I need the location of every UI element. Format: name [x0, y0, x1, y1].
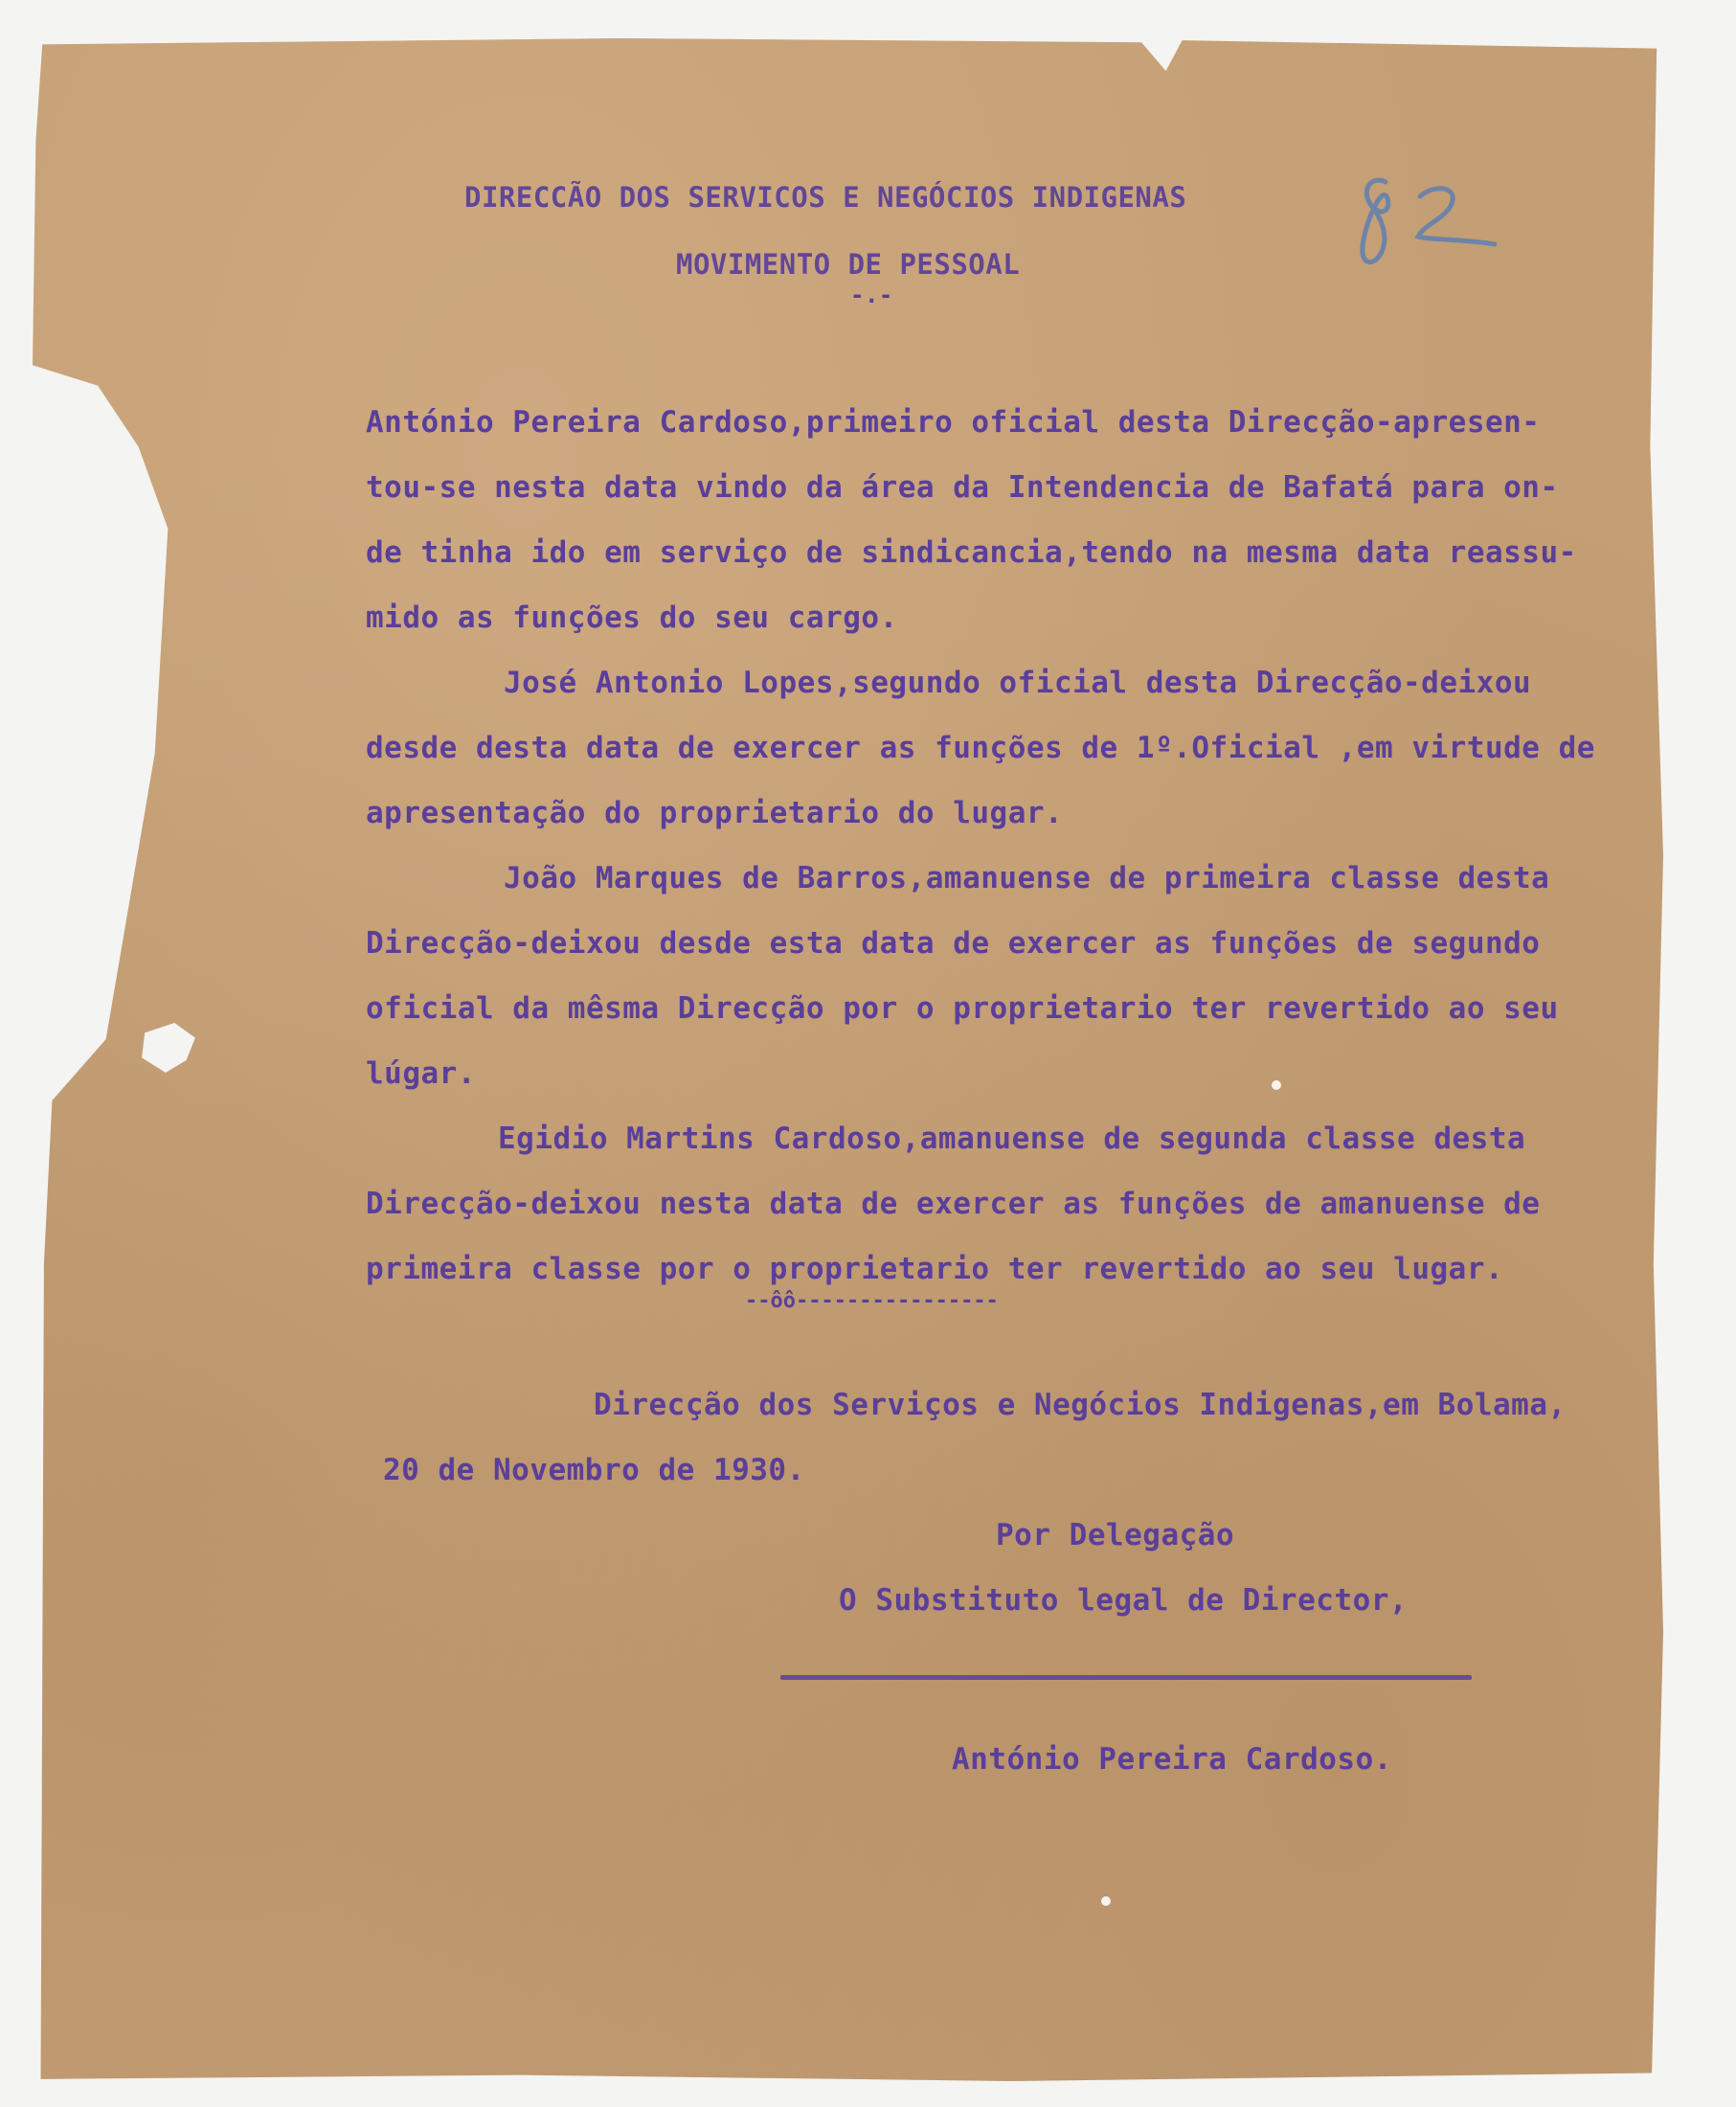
- document-subtitle: MOVIMENTO DE PESSOAL: [676, 248, 1021, 281]
- body-line: oficial da mêsma Direcção por o proprietario ter revertido ao seu: [366, 991, 1559, 1026]
- paper-speck: [1272, 1080, 1281, 1090]
- header-ornament: -.-: [850, 282, 893, 308]
- paper-sheet: [33, 38, 1663, 2081]
- body-line: de tinha ido em serviço de sindicancia,tendo na mesma data reassu-: [366, 535, 1577, 570]
- body-line: Egidio Martins Cardoso,amanuense de segunda classe desta: [498, 1121, 1526, 1156]
- folio-number-handwritten: [1336, 158, 1518, 283]
- body-line: António Pereira Cardoso,primeiro oficial desta Direcção-apresen-: [366, 405, 1541, 440]
- body-line: lúgar.: [366, 1056, 476, 1091]
- body-line: João Marques de Barros,amanuense de primeira classe desta: [504, 861, 1550, 895]
- body-line: tou-se nesta data vindo da área da Intendencia de Bafatá para on-: [366, 470, 1559, 505]
- body-line: mido as funções do seu cargo.: [366, 600, 898, 635]
- signer-role: O Substituto legal de Director,: [839, 1583, 1409, 1618]
- body-line: apresentação do proprietario do lugar.: [366, 796, 1064, 830]
- body-line: José Antonio Lopes,segundo oficial desta Direcção-deixou: [504, 666, 1532, 700]
- closing-date: 20 de Novembro de 1930.: [383, 1453, 805, 1487]
- body-line: Direcção-deixou desde esta data de exercer as funções de segundo: [366, 926, 1541, 961]
- separator-rule: --ôô----------------: [745, 1289, 999, 1313]
- delegation-line: Por Delegação: [996, 1518, 1235, 1552]
- body-line: desde desta data de exercer as funções de 1º.Oficial ,em virtude de: [366, 731, 1595, 765]
- signatory-name: António Pereira Cardoso.: [952, 1742, 1392, 1777]
- body-line: primeira classe por o proprietario ter revertido ao seu lugar.: [366, 1252, 1504, 1286]
- body-line: Direcção-deixou nesta data de exercer as funções de amanuense de: [366, 1187, 1541, 1221]
- document-title: DIRECCÃO DOS SERVICOS E NEGÓCIOS INDIGENAS: [464, 181, 1187, 214]
- closing-place: Direcção dos Serviços e Negócios Indigenas,em Bolama,: [594, 1388, 1567, 1422]
- paper-speck: [1101, 1896, 1111, 1906]
- signature-line: [780, 1675, 1472, 1680]
